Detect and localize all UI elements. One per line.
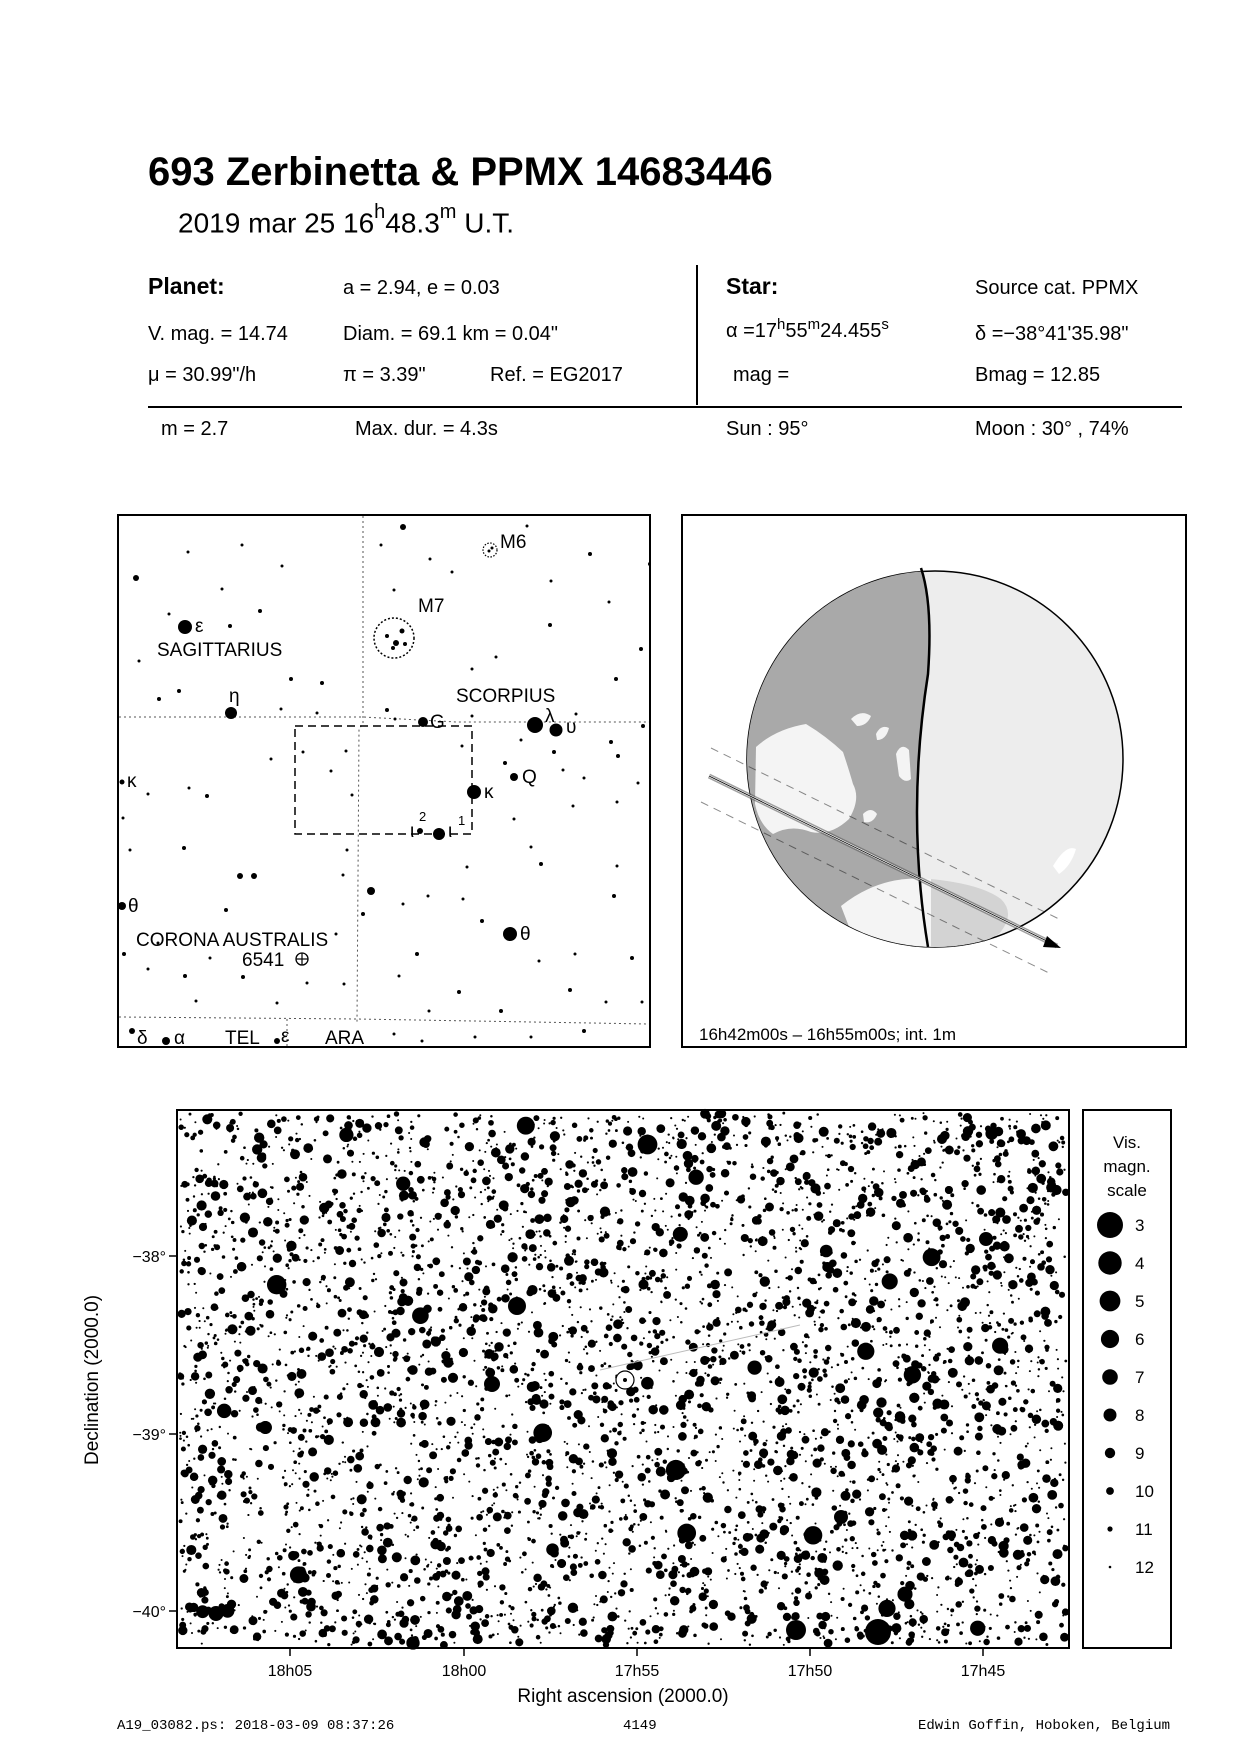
planet-vmag: V. mag. = 14.74 — [148, 323, 288, 345]
moon-info: Moon : 30° , 74% — [975, 418, 1129, 440]
dec-tick-label: −38° — [132, 1249, 166, 1266]
label-iota1-sco: ι — [448, 821, 453, 842]
planet-reference: Ref. = EG2017 — [490, 364, 623, 386]
planet-parallax: π = 3.39" — [343, 364, 426, 386]
time-system: U.T. — [456, 207, 514, 239]
magnitude-dot — [1101, 1330, 1119, 1348]
magnitude-dot — [1100, 1291, 1121, 1312]
label-lambda-sco: λ — [545, 706, 555, 727]
page-title: 693 Zerbinetta & PPMX 14683446 — [148, 150, 773, 194]
ra-tick-label: 17h50 — [787, 1663, 833, 1680]
ra-tick-label: 18h05 — [267, 1663, 313, 1680]
star-declination: δ =−38°41'35.98" — [975, 323, 1129, 345]
table-divider — [696, 265, 698, 405]
minute-unit: m — [439, 201, 457, 223]
event-date: 2019 mar 25 16 — [178, 207, 375, 239]
magnitude-label: 12 — [1135, 1558, 1154, 1577]
planet-orbit: a = 2.94, e = 0.03 — [343, 277, 500, 299]
ra-second-unit: s — [881, 316, 889, 333]
ra-minute-unit: m — [807, 316, 821, 333]
label-iota1-index: 1 — [458, 813, 466, 828]
ra-hour-unit: h — [777, 316, 786, 333]
mag-scale-title-line: Vis. — [1112, 1133, 1142, 1152]
magnitude-label: 4 — [1135, 1254, 1145, 1273]
magnitude-dot — [1098, 1251, 1121, 1274]
star-source-catalog: Source cat. PPMX — [975, 277, 1139, 299]
ra-seconds: 24.455 — [820, 320, 882, 342]
hour-unit: h — [374, 201, 386, 223]
label-ara: ARA — [325, 1028, 365, 1048]
label-ngc6541: 6541 — [242, 950, 285, 971]
label-iota2-sco: ι — [410, 821, 415, 842]
label-theta-sco: θ — [520, 924, 531, 945]
magnitude-dot — [1104, 1409, 1117, 1422]
mag-scale-title-line: magn. — [1103, 1157, 1151, 1176]
magnitude-dot — [1105, 1448, 1115, 1458]
star-mag: mag = — [733, 364, 790, 386]
label-alpha-tel: α — [174, 1028, 185, 1048]
magnitude-label: 6 — [1135, 1330, 1145, 1349]
finder-map — [117, 514, 651, 1048]
magnitude-label: 7 — [1135, 1368, 1145, 1387]
label-telescopium: TEL — [225, 1028, 260, 1048]
label-m7: M7 — [418, 596, 445, 617]
footer-file: A19_03082.ps: 2018-03-09 08:37:26 — [117, 1718, 395, 1734]
label-upsilon-sco: υ — [566, 717, 577, 738]
magnitude-label: 8 — [1135, 1406, 1145, 1425]
magnitude-label: 10 — [1135, 1482, 1154, 1501]
label-delta-tel: δ — [137, 1028, 148, 1048]
magnitude-label: 3 — [1135, 1216, 1145, 1235]
target-asteroid-icon — [616, 1371, 634, 1389]
footer-author: Edwin Goffin, Hoboken, Belgium — [918, 1718, 1171, 1734]
footer-number: 4149 — [623, 1718, 657, 1734]
magnitude-dot — [1106, 1487, 1114, 1495]
planet-diameter: Diam. = 69.1 km = 0.04" — [343, 323, 558, 345]
label-iota2-index: 2 — [419, 809, 427, 824]
label-corona-australis: CORONA AUSTRALIS — [136, 930, 329, 951]
event-minutes: 48.3 — [385, 207, 440, 239]
magnitude-label: 5 — [1135, 1292, 1145, 1311]
label-m6: M6 — [500, 532, 527, 553]
dec-tick-label: −39° — [132, 1427, 166, 1444]
mag-scale-title-line: scale — [1107, 1181, 1147, 1200]
star-bmag: Bmag = 12.85 — [975, 364, 1101, 386]
magnitude-label: 11 — [1135, 1520, 1153, 1539]
label-q-sco: Q — [522, 767, 537, 788]
finder-map-frame — [118, 515, 650, 1047]
ra-minutes: 55 — [785, 320, 808, 342]
detail-chart — [80, 1100, 1190, 1710]
ngc6541-cluster-icon — [296, 953, 308, 965]
event-max-duration: Max. dur. = 4.3s — [355, 418, 498, 440]
star-heading: Star: — [726, 273, 779, 299]
planet-motion: μ = 30.99"/h — [148, 364, 257, 386]
x-axis-label: Right ascension (2000.0) — [517, 1686, 729, 1707]
ra-tick-label: 17h45 — [960, 1663, 1006, 1680]
planet-heading: Planet: — [148, 273, 225, 299]
magnitude-dot — [1097, 1212, 1123, 1238]
label-eta-sgr: η — [229, 686, 240, 707]
ra-prefix: α =17 — [726, 320, 778, 342]
event-magnitude-drop: m = 2.7 — [161, 418, 229, 440]
label-g-sco: G — [430, 712, 445, 733]
label-epsilon-sgr: ε — [195, 616, 204, 637]
table-rule — [148, 406, 1182, 408]
dec-tick-label: −40° — [132, 1604, 166, 1621]
label-scorpius: SCORPIUS — [456, 686, 556, 707]
label-theta-cra: θ — [128, 896, 139, 917]
label-sagittarius: SAGITTARIUS — [157, 640, 283, 661]
star-right-ascension — [726, 316, 889, 343]
label-epsilon-tel: ε — [281, 1026, 290, 1047]
ra-tick-label: 18h00 — [441, 1663, 487, 1680]
magnitude-dot — [1109, 1566, 1112, 1569]
magnitude-label: 9 — [1135, 1444, 1145, 1463]
ra-tick-label: 17h55 — [614, 1663, 660, 1680]
magnitude-dot — [1102, 1369, 1118, 1385]
event-datetime — [178, 201, 514, 239]
globe-caption: 16h42m00s – 16h55m00s; int. 1m — [699, 1025, 957, 1044]
label-kappa-cra: κ — [127, 771, 137, 792]
magnitude-dot — [1107, 1526, 1112, 1531]
y-axis-label: Declination (2000.0) — [82, 1294, 103, 1466]
sun-elongation: Sun : 95° — [726, 418, 809, 440]
label-kappa-sco: κ — [484, 782, 494, 803]
globe-panel — [681, 514, 1187, 1048]
